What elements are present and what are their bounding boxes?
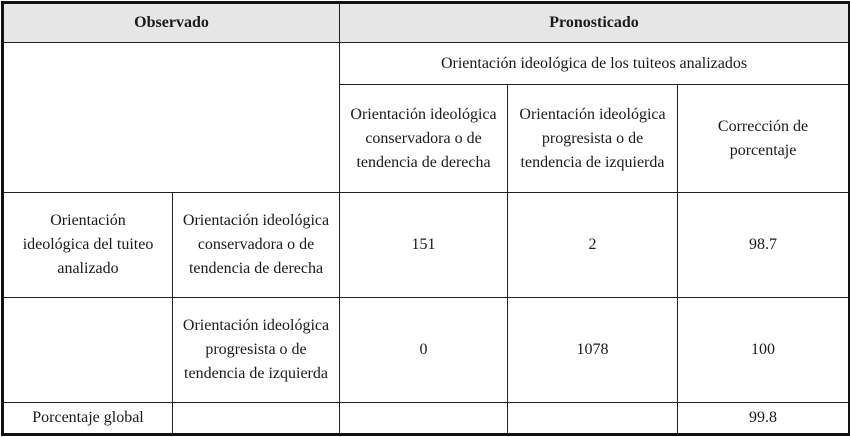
row-group-label: Orientación ideológica del tuiteo analizado	[3, 193, 173, 298]
column-header-conservative: Orientación ideológica conservadora o de tendencia de derecha	[340, 85, 508, 193]
cell-correct-pct: 98.7	[678, 193, 850, 298]
empty-cell	[340, 403, 508, 435]
table-row	[3, 298, 850, 403]
empty-cell	[173, 403, 340, 435]
classification-table	[1, 1, 850, 436]
empty-cell	[3, 298, 173, 403]
subheader-row	[3, 43, 850, 85]
empty-cell	[3, 43, 340, 193]
row-label: Orientación ideológica conservadora o de tendencia de derecha	[173, 193, 340, 298]
column-header-correct-pct: Corrección de porcentaje	[678, 85, 850, 193]
cell-progressive: 1078	[508, 298, 678, 403]
cell-conservative: 151	[340, 193, 508, 298]
empty-cell	[508, 403, 678, 435]
total-row	[3, 403, 850, 435]
cell-conservative: 0	[340, 298, 508, 403]
total-label: Porcentaje global	[3, 403, 173, 435]
cell-progressive: 2	[508, 193, 678, 298]
table-row	[3, 193, 850, 298]
header-row	[3, 3, 850, 43]
observed-header: Observado	[3, 3, 340, 43]
cell-correct-pct: 100	[678, 298, 850, 403]
total-correct-pct: 99.8	[678, 403, 850, 435]
predicted-header: Pronosticado	[340, 3, 850, 43]
row-label: Orientación ideológica progresista o de tendencia de izquierda	[173, 298, 340, 403]
column-header-progressive: Orientación ideológica progresista o de tendencia de izquierda	[508, 85, 678, 193]
subheader: Orientación ideológica de los tuiteos analizados	[340, 43, 850, 85]
